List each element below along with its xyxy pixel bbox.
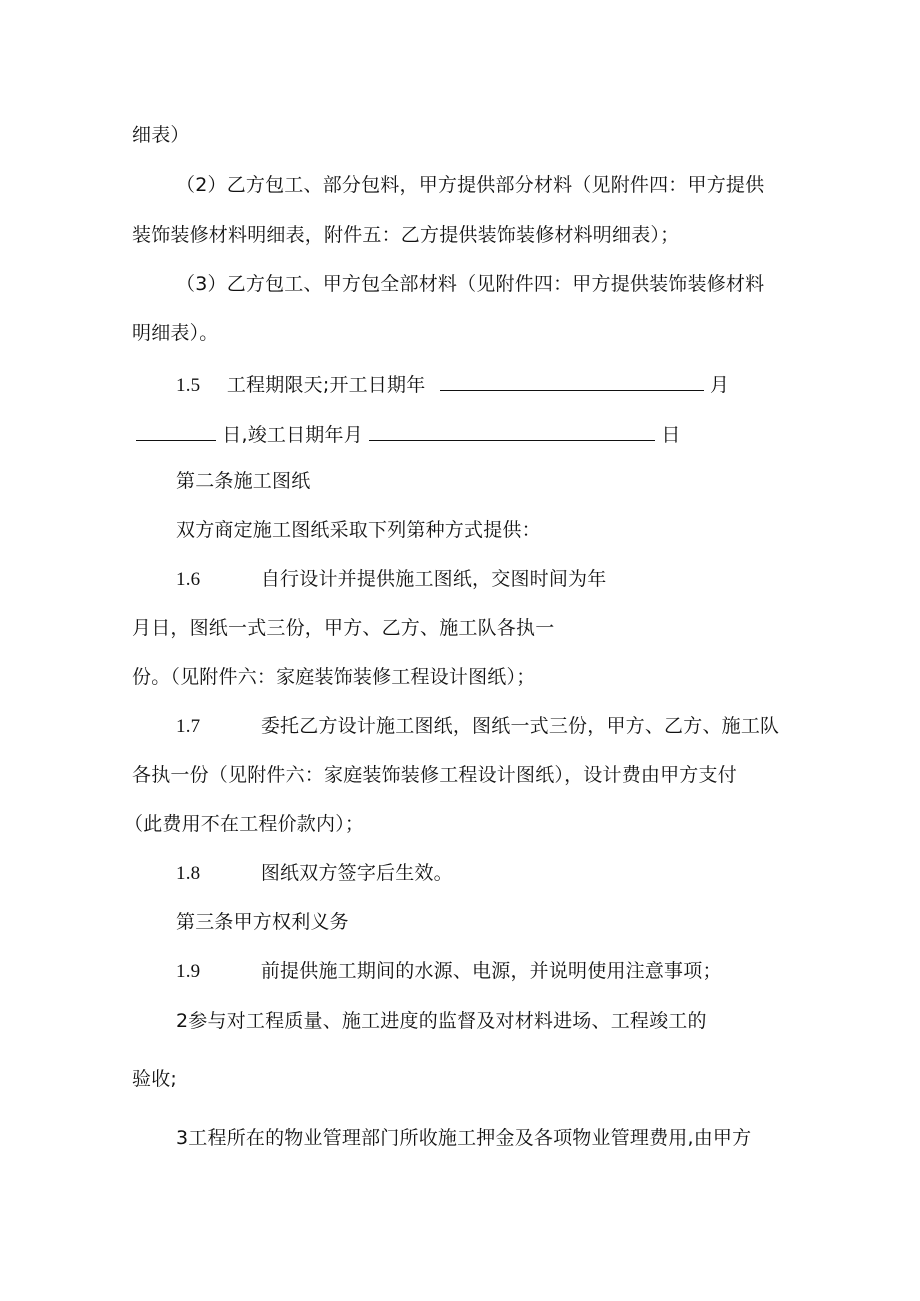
- section-heading: [176, 468, 310, 494]
- line-text: 份。（见附件六：家庭装饰装修工程设计图纸）；: [132, 666, 536, 688]
- paragraph-line: [132, 1066, 177, 1092]
- fill-blank-line: [369, 420, 655, 441]
- paragraph-line: [176, 1008, 707, 1034]
- paragraph-line: [176, 517, 541, 543]
- line-text-end: 日: [661, 424, 681, 446]
- heading-text: 第三条甲方权利义务: [176, 911, 349, 933]
- clause-number: 1.9: [176, 961, 201, 982]
- clause-1-5: [176, 370, 729, 399]
- line-text: 3工程所在的物业管理部门所收施工押金及各项物业管理费用,由甲方: [176, 1127, 752, 1149]
- paragraph-line: [132, 615, 554, 641]
- clause-1-6: [176, 566, 606, 593]
- paragraph-line: [136, 420, 681, 448]
- clause-text: 图纸双方签字后生效。: [260, 862, 453, 884]
- paragraph-line: [176, 271, 764, 297]
- line-text: 装饰装修材料明细表，附件五：乙方提供装饰装修材料明细表）；: [132, 224, 680, 246]
- line-text: 日,竣工日期年月: [222, 424, 363, 446]
- line-text: （2）乙方包工、部分包料，甲方提供部分材料（见附件四：甲方提供: [176, 174, 765, 196]
- line-text: （此费用不在工程价款内）；: [124, 813, 365, 835]
- clause-text: 自行设计并提供施工图纸，交图时间为年: [260, 568, 607, 590]
- paragraph-line: [132, 222, 679, 248]
- clause-text: 工程期限天;开工日期年: [226, 374, 426, 396]
- clause-number: 1.7: [176, 716, 201, 737]
- clause-1-8: [176, 860, 453, 887]
- line-text: 月日，图纸一式三份，甲方、乙方、施工队各执一: [132, 617, 555, 639]
- clause-number: 1.8: [176, 863, 201, 884]
- heading-text: 第二条施工图纸: [176, 470, 311, 492]
- paragraph-line: [132, 762, 737, 788]
- paragraph-line: [132, 664, 535, 690]
- paragraph-line: [176, 1125, 751, 1151]
- paragraph-line: [132, 320, 219, 346]
- fill-blank-line: [440, 370, 704, 391]
- fill-blank-line: [136, 420, 216, 441]
- line-text: 验收;: [132, 1068, 178, 1090]
- line-text: 各执一份（见附件六：家庭装饰装修工程设计图纸），设计费由甲方支付: [132, 764, 737, 786]
- line-text: 细表）: [132, 124, 190, 146]
- clause-1-7: [176, 713, 779, 740]
- line-text: （3）乙方包工、甲方包全部材料（见附件四：甲方提供装饰装修材料: [176, 273, 765, 295]
- clause-number: 1.6: [176, 569, 201, 590]
- clause-text: 委托乙方设计施工图纸，图纸一式三份，甲方、乙方、施工队: [260, 715, 780, 737]
- clause-number: 1.5: [176, 375, 201, 396]
- line-text: 双方商定施工图纸采取下列第种方式提供：: [176, 519, 541, 541]
- section-heading: [176, 909, 349, 935]
- line-text: 明细表）。: [132, 322, 219, 344]
- paragraph-line: [176, 172, 764, 198]
- paragraph-line: [132, 122, 190, 148]
- paragraph-line: [124, 811, 364, 837]
- line-text: 2参与对工程质量、施工进度的监督及对材料进场、工程竣工的: [176, 1010, 707, 1032]
- clause-text-end: 月: [709, 374, 730, 396]
- clause-1-9: [176, 958, 722, 985]
- clause-text: 前提供施工期间的水源、电源，并说明使用注意事项；: [260, 960, 722, 982]
